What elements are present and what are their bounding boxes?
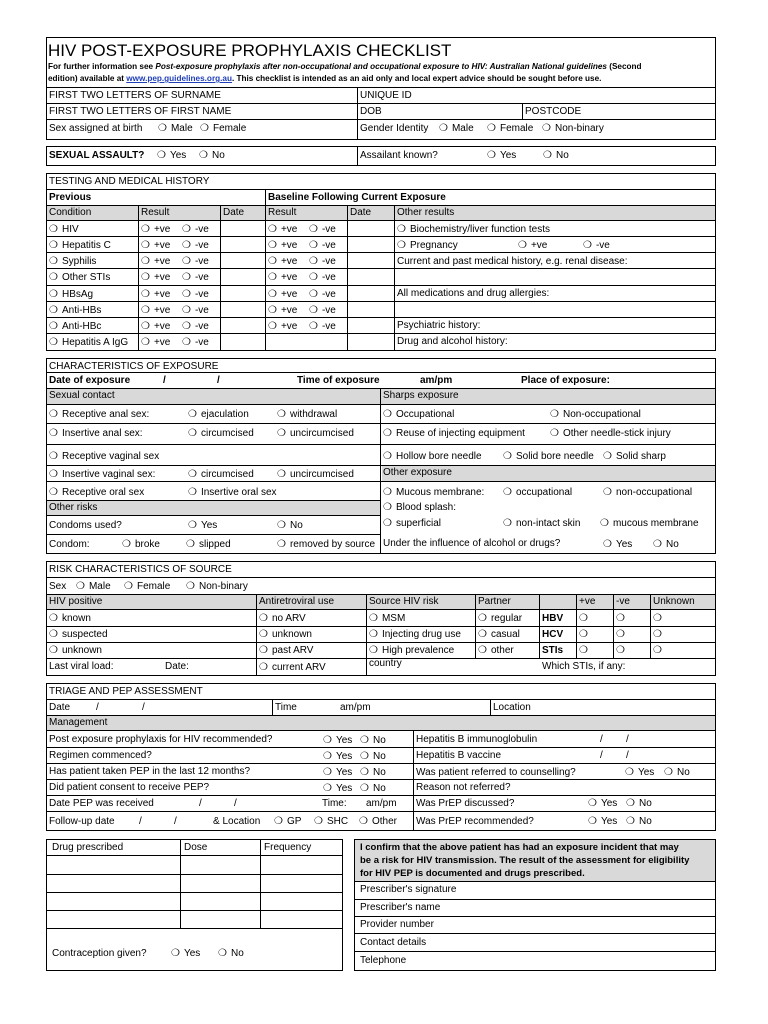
condom-slipped-radio[interactable]: ❍ slipped xyxy=(186,538,231,551)
management-header: Management xyxy=(49,717,108,728)
baseline-neg-radio[interactable]: ❍ -ve xyxy=(309,320,336,333)
condition-7-radio[interactable]: ❍ Hepatitis A IgG xyxy=(49,336,128,349)
medical-history-label: Current and past medical history, e.g. renal disease: xyxy=(397,256,628,267)
partner-header: Partner xyxy=(478,596,511,607)
first-name-label: FIRST TWO LETTERS OF FIRST NAME xyxy=(49,106,232,117)
postcode-label: POSTCODE xyxy=(525,106,582,117)
hep-b-ig-slash-2: / xyxy=(626,734,629,745)
regimen-no-radio[interactable]: ❍ No xyxy=(360,750,386,763)
assault-no-radio[interactable]: ❍ No xyxy=(199,149,225,162)
hep-b-vaccine-label: Hepatitis B vaccine xyxy=(416,750,502,761)
sexual-contact-header: Sexual contact xyxy=(49,390,115,401)
injecting-drug-radio[interactable]: ❍ Injecting drug use xyxy=(369,628,461,641)
unknown-header: Unknown xyxy=(653,596,695,607)
intro-line-2: edition) available at www.pep.guidelines.org.au. This checklist is intended as an aid only and local expert advice should be sought before use. xyxy=(48,74,602,83)
baseline-pos-radio[interactable]: ❍ +ve xyxy=(268,320,297,333)
baseline-neg-radio[interactable]: ❍ -ve xyxy=(309,271,336,284)
mucous-membrane-splash-radio[interactable]: ❍ mucous membrane xyxy=(600,517,699,530)
previous-label: Previous xyxy=(49,192,92,203)
follow-up-slash-1: / xyxy=(139,816,142,827)
condition-0-radio[interactable]: ❍ HIV xyxy=(49,223,79,236)
follow-up-location-label: & Location xyxy=(213,816,261,827)
triage-date-slash-2: / xyxy=(142,702,145,713)
hbv-unknown-radio[interactable] xyxy=(653,612,666,625)
previous-neg-radio[interactable]: ❍ -ve xyxy=(182,271,209,284)
country-label: country xyxy=(369,658,402,669)
condition-6-radio[interactable]: ❍ Anti-HBc xyxy=(49,320,101,333)
hiv-known-radio[interactable]: ❍ known xyxy=(49,612,91,625)
consent-no-radio[interactable]: ❍ No xyxy=(360,782,386,795)
baseline-neg-radio[interactable]: ❍ -ve xyxy=(309,304,336,317)
which-stis-label: Which STIs, if any: xyxy=(542,661,626,672)
intro-line-1: For further information see Post-exposure prophylaxis after non-occupational and occupational exposure to HIV: Australian National guidelines (Second xyxy=(48,62,642,71)
casual-partner-radio[interactable]: ❍ casual xyxy=(478,628,520,641)
no-arv-radio[interactable]: ❍ no ARV xyxy=(259,612,306,625)
triage-ampm-label: am/pm xyxy=(340,702,371,713)
baseline-pos-radio[interactable]: ❍ +ve xyxy=(268,223,297,236)
counselling-yes-radio[interactable]: ❍ Yes xyxy=(625,766,654,779)
assault-yes-radio[interactable]: ❍ Yes xyxy=(157,149,186,162)
mucous-non-occupational-radio[interactable]: ❍ non-occupational xyxy=(603,486,692,499)
medications-label: All medications and drug allergies: xyxy=(397,288,550,299)
hiv-suspected-radio[interactable]: ❍ suspected xyxy=(49,628,108,641)
pregnancy-neg-radio[interactable]: ❍ -ve xyxy=(583,239,610,252)
previous-pos-radio[interactable]: ❍ +ve xyxy=(141,320,170,333)
follow-up-shc-radio[interactable]: ❍ SHC xyxy=(314,815,348,828)
triage-time-label: Time xyxy=(275,702,297,713)
condition-5-radio[interactable]: ❍ Anti-HBs xyxy=(49,304,101,317)
pep-received-label: Date PEP was received xyxy=(49,798,154,809)
previous-pos-radio[interactable]: ❍ +ve xyxy=(141,223,170,236)
condom-label: Condom: xyxy=(49,539,90,550)
follow-up-gp-radio[interactable]: ❍ GP xyxy=(274,815,301,828)
vaginal-circumcised-radio[interactable]: ❍ circumcised xyxy=(188,468,254,481)
hcv-neg-radio[interactable] xyxy=(616,628,629,641)
withdrawal-radio[interactable]: ❍ withdrawal xyxy=(277,408,337,421)
gender-female-radio[interactable]: ❍ Female xyxy=(487,122,533,135)
ampm-label: am/pm xyxy=(420,375,453,386)
other-results-header: Other results xyxy=(397,207,455,218)
pep-12-months-label: Has patient taken PEP in the last 12 months? xyxy=(49,766,251,777)
prep-recommended-no-radio[interactable]: ❍ No xyxy=(626,815,652,828)
regimen-yes-radio[interactable]: ❍ Yes xyxy=(323,750,352,763)
insertive-vaginal-radio[interactable]: ❍ Insertive vaginal sex: xyxy=(49,468,155,481)
date-header: Date xyxy=(223,207,245,218)
viral-date-label: Date: xyxy=(165,661,189,672)
hiv-positive-header: HIV positive xyxy=(49,596,103,607)
previous-pos-radio[interactable]: ❍ +ve xyxy=(141,336,170,349)
baseline-pos-radio[interactable]: ❍ +ve xyxy=(268,271,297,284)
hep-b-vaccine-slash-2: / xyxy=(626,750,629,761)
prescriber-name-label: Prescriber's name xyxy=(360,902,441,913)
baseline-neg-radio[interactable]: ❍ -ve xyxy=(309,288,336,301)
msm-radio[interactable]: ❍ MSM xyxy=(369,612,405,625)
prescriber-signature-label: Prescriber's signature xyxy=(360,884,457,895)
previous-pos-radio[interactable]: ❍ +ve xyxy=(141,304,170,317)
frequency-header: Frequency xyxy=(264,842,312,853)
occupational-radio[interactable]: ❍ Occupational xyxy=(383,408,454,421)
previous-neg-radio[interactable]: ❍ -ve xyxy=(182,304,209,317)
condition-2-radio[interactable]: ❍ Syphilis xyxy=(49,255,96,268)
counselling-label: Was patient referred to counselling? xyxy=(416,767,576,778)
confirm-line-2: be a risk for HIV transmission. The result of the assessment for eligibility xyxy=(360,855,690,866)
current-arv-radio[interactable]: ❍ current ARV xyxy=(259,661,326,674)
pos-header: +ve xyxy=(579,596,596,607)
reason-not-referred-label: Reason not referred? xyxy=(416,782,511,793)
anal-circumcised-radio[interactable]: ❍ circumcised xyxy=(188,427,254,440)
source-nonbinary-radio[interactable]: ❍ Non-binary xyxy=(186,580,248,593)
baseline-pos-radio[interactable]: ❍ +ve xyxy=(268,288,297,301)
biochem-radio[interactable]: ❍ Biochemistry/liver function tests xyxy=(397,223,550,236)
dob-label: DOB xyxy=(360,106,382,117)
anal-uncircumcised-radio[interactable]: ❍ uncircumcised xyxy=(277,427,354,440)
sex-label: Sex assigned at birth xyxy=(49,123,143,134)
condom-broke-radio[interactable]: ❍ broke xyxy=(122,538,160,551)
regimen-label: Regimen commenced? xyxy=(49,750,152,761)
other-risks-header: Other risks xyxy=(49,502,98,513)
drug-alcohol-label: Drug and alcohol history: xyxy=(397,336,508,347)
stis-label: STIs xyxy=(542,645,564,656)
hcv-label: HCV xyxy=(542,629,564,640)
baseline-neg-radio[interactable]: ❍ -ve xyxy=(309,255,336,268)
stis-unknown-radio[interactable] xyxy=(653,644,666,657)
non-occupational-radio[interactable]: ❍ Non-occupational xyxy=(550,408,641,421)
solid-sharp-radio[interactable]: ❍ Solid sharp xyxy=(603,450,666,463)
provider-number-label: Provider number xyxy=(360,919,434,930)
gender-male-radio[interactable]: ❍ Male xyxy=(439,122,474,135)
date-slash-1: / xyxy=(163,375,166,386)
hbv-pos-radio[interactable] xyxy=(579,612,592,625)
past-arv-radio[interactable]: ❍ past ARV xyxy=(259,644,313,657)
assailant-known-label: Assailant known? xyxy=(360,150,438,161)
surname-label: FIRST TWO LETTERS OF SURNAME xyxy=(49,90,221,101)
high-prevalence-radio[interactable]: ❍ High prevalence xyxy=(369,644,454,657)
confirm-line-1: I confirm that the above patient has had an exposure incident that may xyxy=(360,842,679,853)
triage-location-label: Location xyxy=(493,702,531,713)
baseline-pos-radio[interactable]: ❍ +ve xyxy=(268,255,297,268)
hep-b-ig-slash-1: / xyxy=(600,734,603,745)
previous-neg-radio[interactable]: ❍ -ve xyxy=(182,239,209,252)
result-header-2: Result xyxy=(268,207,297,218)
prep-discussed-label: Was PrEP discussed? xyxy=(416,798,515,809)
receptive-vaginal-radio[interactable]: ❍ Receptive vaginal sex xyxy=(49,450,159,463)
pep-received-slash-2: / xyxy=(234,798,237,809)
influence-yes-radio[interactable]: ❍ Yes xyxy=(603,538,632,551)
triage-date-label: Date xyxy=(49,702,71,713)
condition-header: Condition xyxy=(49,207,92,218)
consent-yes-radio[interactable]: ❍ Yes xyxy=(323,782,352,795)
previous-neg-radio[interactable]: ❍ -ve xyxy=(182,320,209,333)
page-title: HIV POST-EXPOSURE PROPHYLAXIS CHECKLIST xyxy=(48,41,452,60)
date-slash-2: / xyxy=(217,375,220,386)
source-risk-header: Source HIV risk xyxy=(369,596,439,607)
counselling-no-radio[interactable]: ❍ No xyxy=(664,766,690,779)
dose-header: Dose xyxy=(184,842,208,853)
sharps-header: Sharps exposure xyxy=(383,390,459,401)
result-header: Result xyxy=(141,207,170,218)
needle-stick-radio[interactable]: ❍ Other needle-stick injury xyxy=(550,427,671,440)
baseline-pos-radio[interactable]: ❍ +ve xyxy=(268,304,297,317)
viral-load-label: Last viral load: xyxy=(49,661,114,672)
confirm-line-3: for HIV PEP is documented and drugs prescribed. xyxy=(360,868,585,879)
source-female-radio[interactable]: ❍ Female xyxy=(124,580,170,593)
pep-recommended-label: Post exposure prophylaxis for HIV recommended? xyxy=(49,734,273,745)
previous-neg-radio[interactable]: ❍ -ve xyxy=(182,255,209,268)
unique-id-label: UNIQUE ID xyxy=(360,90,412,101)
receptive-oral-radio[interactable]: ❍ Receptive oral sex xyxy=(49,486,144,499)
exposure-title: CHARACTERISTICS OF EXPOSURE xyxy=(49,361,219,372)
hcv-unknown-radio[interactable] xyxy=(653,628,666,641)
assailant-yes-radio[interactable]: ❍ Yes xyxy=(487,149,516,162)
triage-title: TRIAGE AND PEP ASSESSMENT xyxy=(49,686,203,697)
mucous-occupational-radio[interactable]: ❍ occupational xyxy=(503,486,572,499)
stis-pos-radio[interactable] xyxy=(579,644,592,657)
prep-recommended-yes-radio[interactable]: ❍ Yes xyxy=(588,815,617,828)
date-header-2: Date xyxy=(350,207,372,218)
previous-pos-radio[interactable]: ❍ +ve xyxy=(141,288,170,301)
source-male-radio[interactable]: ❍ Male xyxy=(76,580,111,593)
ejaculation-radio[interactable]: ❍ ejaculation xyxy=(188,408,249,421)
pep-received-time-label: Time: xyxy=(322,798,347,809)
testing-title: TESTING AND MEDICAL HISTORY xyxy=(49,176,210,187)
hbv-neg-radio[interactable] xyxy=(616,612,629,625)
arv-header: Antiretroviral use xyxy=(259,596,335,607)
source-sex-label: Sex xyxy=(49,581,67,592)
pep-12-months-no-radio[interactable]: ❍ No xyxy=(360,766,386,779)
condoms-used-label: Condoms used? xyxy=(49,520,122,531)
pep-received-ampm-label: am/pm xyxy=(366,798,397,809)
sex-female-radio[interactable]: ❍ Female xyxy=(200,122,246,135)
baseline-pos-radio[interactable]: ❍ +ve xyxy=(268,239,297,252)
condoms-no-radio[interactable]: ❍ No xyxy=(277,519,303,532)
sex-male-radio[interactable]: ❍ Male xyxy=(158,122,193,135)
pep-12-months-yes-radio[interactable]: ❍ Yes xyxy=(323,766,352,779)
vaginal-uncircumcised-radio[interactable]: ❍ uncircumcised xyxy=(277,468,354,481)
condom-removed-radio[interactable]: ❍ removed by source xyxy=(277,538,375,551)
follow-up-other-radio[interactable]: ❍ Other xyxy=(359,815,397,828)
place-of-exposure-label: Place of exposure: xyxy=(521,375,610,386)
pep-recommended-no-radio[interactable]: ❍ No xyxy=(360,734,386,747)
baseline-neg-radio[interactable]: ❍ -ve xyxy=(309,223,336,236)
insertive-anal-radio[interactable]: ❍ Insertive anal sex: xyxy=(49,427,143,440)
condition-3-radio[interactable]: ❍ Other STIs xyxy=(49,271,110,284)
follow-up-date-label: Follow-up date xyxy=(49,816,115,827)
psychiatric-label: Psychiatric history: xyxy=(397,320,481,331)
baseline-neg-radio[interactable]: ❍ -ve xyxy=(309,239,336,252)
previous-pos-radio[interactable]: ❍ +ve xyxy=(141,239,170,252)
contact-details-label: Contact details xyxy=(360,937,427,948)
insertive-oral-radio[interactable]: ❍ Insertive oral sex xyxy=(188,486,277,499)
gender-nonbinary-radio[interactable]: ❍ Non-binary xyxy=(542,122,604,135)
mucous-membrane-radio[interactable]: ❍ Mucous membrane: xyxy=(383,486,484,499)
arv-unknown-radio[interactable]: ❍ unknown xyxy=(259,628,312,641)
other-exposure-header: Other exposure xyxy=(383,467,452,478)
influence-label: Under the influence of alcohol or drugs? xyxy=(383,538,561,549)
time-of-exposure-label: Time of exposure xyxy=(297,375,380,386)
source-title: RISK CHARACTERISTICS OF SOURCE xyxy=(49,564,232,575)
regular-partner-radio[interactable]: ❍ regular xyxy=(478,612,522,625)
superficial-radio[interactable]: ❍ superficial xyxy=(383,517,441,530)
triage-date-slash-1: / xyxy=(96,702,99,713)
blood-splash-radio[interactable]: ❍ Blood splash: xyxy=(383,501,456,514)
gender-label: Gender Identity xyxy=(360,123,429,134)
pregnancy-pos-radio[interactable]: ❍ +ve xyxy=(518,239,547,252)
assailant-no-radio[interactable]: ❍ No xyxy=(543,149,569,162)
consent-label: Did patient consent to receive PEP? xyxy=(49,782,210,793)
neg-header: -ve xyxy=(616,596,630,607)
sexual-assault-label: SEXUAL ASSAULT? xyxy=(49,150,145,161)
previous-neg-radio[interactable]: ❍ -ve xyxy=(182,288,209,301)
prep-discussed-yes-radio[interactable]: ❍ Yes xyxy=(588,797,617,810)
contraception-label: Contraception given? xyxy=(52,948,147,959)
hiv-unknown-radio[interactable]: ❍ unknown xyxy=(49,644,102,657)
contraception-yes-radio[interactable]: ❍ Yes xyxy=(171,947,200,960)
date-of-exposure-label: Date of exposure xyxy=(49,375,131,386)
non-intact-skin-radio[interactable]: ❍ non-intact skin xyxy=(503,517,580,530)
hep-b-vaccine-slash-1: / xyxy=(600,750,603,761)
telephone-label: Telephone xyxy=(360,955,407,966)
pregnancy-radio[interactable]: ❍ Pregnancy xyxy=(397,239,458,252)
prep-discussed-no-radio[interactable]: ❍ No xyxy=(626,797,652,810)
drug-prescribed-header: Drug prescribed xyxy=(52,842,124,853)
condition-1-radio[interactable]: ❍ Hepatitis C xyxy=(49,239,111,252)
prep-recommended-label: Was PrEP recommended? xyxy=(416,816,534,827)
contraception-no-radio[interactable]: ❍ No xyxy=(218,947,244,960)
hollow-bore-radio[interactable]: ❍ Hollow bore needle xyxy=(383,450,482,463)
influence-no-radio[interactable]: ❍ No xyxy=(653,538,679,551)
pep-recommended-yes-radio[interactable]: ❍ Yes xyxy=(323,734,352,747)
guidelines-link[interactable]: www.pep.guidelines.org.au xyxy=(126,74,232,83)
previous-neg-radio[interactable]: ❍ -ve xyxy=(182,223,209,236)
reuse-injecting-radio[interactable]: ❍ Reuse of injecting equipment xyxy=(383,427,525,440)
hcv-pos-radio[interactable] xyxy=(579,628,592,641)
stis-neg-radio[interactable] xyxy=(616,644,629,657)
receptive-anal-radio[interactable]: ❍ Receptive anal sex: xyxy=(49,408,149,421)
condition-4-radio[interactable]: ❍ HBsAg xyxy=(49,288,93,301)
pep-received-slash-1: / xyxy=(199,798,202,809)
hbv-label: HBV xyxy=(542,613,564,624)
baseline-label: Baseline Following Current Exposure xyxy=(268,192,446,203)
previous-pos-radio[interactable]: ❍ +ve xyxy=(141,255,170,268)
condoms-yes-radio[interactable]: ❍ Yes xyxy=(188,519,217,532)
follow-up-slash-2: / xyxy=(174,816,177,827)
hep-b-ig-label: Hepatitis B immunoglobulin xyxy=(416,734,538,745)
previous-neg-radio[interactable]: ❍ -ve xyxy=(182,336,209,349)
solid-bore-radio[interactable]: ❍ Solid bore needle xyxy=(503,450,594,463)
other-partner-radio[interactable]: ❍ other xyxy=(478,644,514,657)
previous-pos-radio[interactable]: ❍ +ve xyxy=(141,271,170,284)
